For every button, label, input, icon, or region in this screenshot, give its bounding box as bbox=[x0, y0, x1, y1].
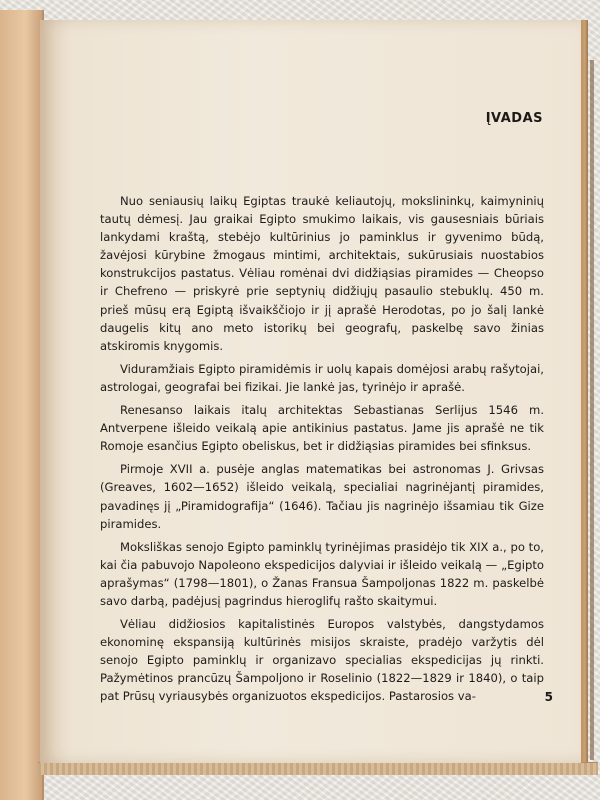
previous-page-edge bbox=[0, 10, 44, 800]
body-text bbox=[100, 192, 544, 706]
paragraph: Vėliau didžiosios kapitalistinės Europos valstybės, dangstydamos ekonominę ekspansiją kultūrinės misijos skraiste, pradėjo varžytis dėl senojo Egipto paminklų ir organizavo specialias ekspedicijas jų rinkti. Pažymėtinos prancūzų Šampoljono ir Roselinio (1822—1829 ir 1840), o taip pat Prūsų vyriausybės organizuotos ekspedicijos. Pastarosios va- bbox=[100, 617, 544, 704]
paragraph: Moksliškas senojo Egipto paminklų tyrinėjimas prasidėjo tik XIX a., po to, kai čia pabuvojo Napoleono ekspedicijos dalyviai ir išleido veikalą — „Egipto aprašymas“ (1798—1801), o Žanas Fransua Šampoljonas 1822 m. paskelbė savo darbą, padėjusį pagrindus hieroglifų rašto skaitymui. bbox=[100, 539, 544, 608]
book-page bbox=[40, 20, 581, 763]
book-cover-edge bbox=[580, 20, 588, 775]
chapter-heading: ĮVADAS bbox=[485, 111, 543, 126]
book-cover-shadow bbox=[590, 60, 594, 760]
book-page-stack-edge bbox=[38, 762, 598, 775]
paragraph: Pirmoje XVII a. pusėje anglas matematikas bei astronomas J. Grivsas (Greaves, 1602—1652) išleido veikalą, specialiai nagrinėjantį piramides, pavadinęs jį „Piramidografija“ (1646). Tačiau jis nagrinėjo išsamiau tik Gize piramides. bbox=[100, 462, 544, 531]
paragraph: Renesanso laikais italų architektas Sebastianas Serlijus 1546 m. Antverpene išleido veikalą apie antikinius pastatus. Jame jis aprašė ne tik Romoje esančius Egipto obeliskus, bet ir didžiąsias piramides bei sfinksus. bbox=[100, 403, 544, 454]
paragraph: Nuo seniausių laikų Egiptas traukė keliautojų, mokslininkų, kaimyninių tautų dėmesį. Jau graikai Egipto smukimo laikais, vis gausesniais būriais lankydami kraštą, stebėjo kultūrinius jo paminklus ir gyvenimo būdą, žavėjosi kūrybine žmogaus mintimi, architektais, sukūrusiais nuostabios konstrukcijos pastatus. Vėliau romėnai dvi didžiąsias piramides — Cheopso ir Chefreno — priskyrė prie septynių didžiųjų pasaulio stebuklų. 450 m. prieš mūsų erą Egiptą išvaikščiojo ir jį aprašė Herodotas, po jo šalį lankė daugelis kitų ano meto istorikų bei geografų, paskelbę savo žinias atskiromis knygomis. bbox=[100, 194, 544, 353]
paragraph: Viduramžiais Egipto piramidėmis ir uolų kapais domėjosi arabų rašytojai, astrologai, geografai bei fizikai. Jie lankė jas, tyrinėjo ir aprašė. bbox=[100, 361, 544, 394]
page-number: 5 bbox=[544, 690, 553, 704]
